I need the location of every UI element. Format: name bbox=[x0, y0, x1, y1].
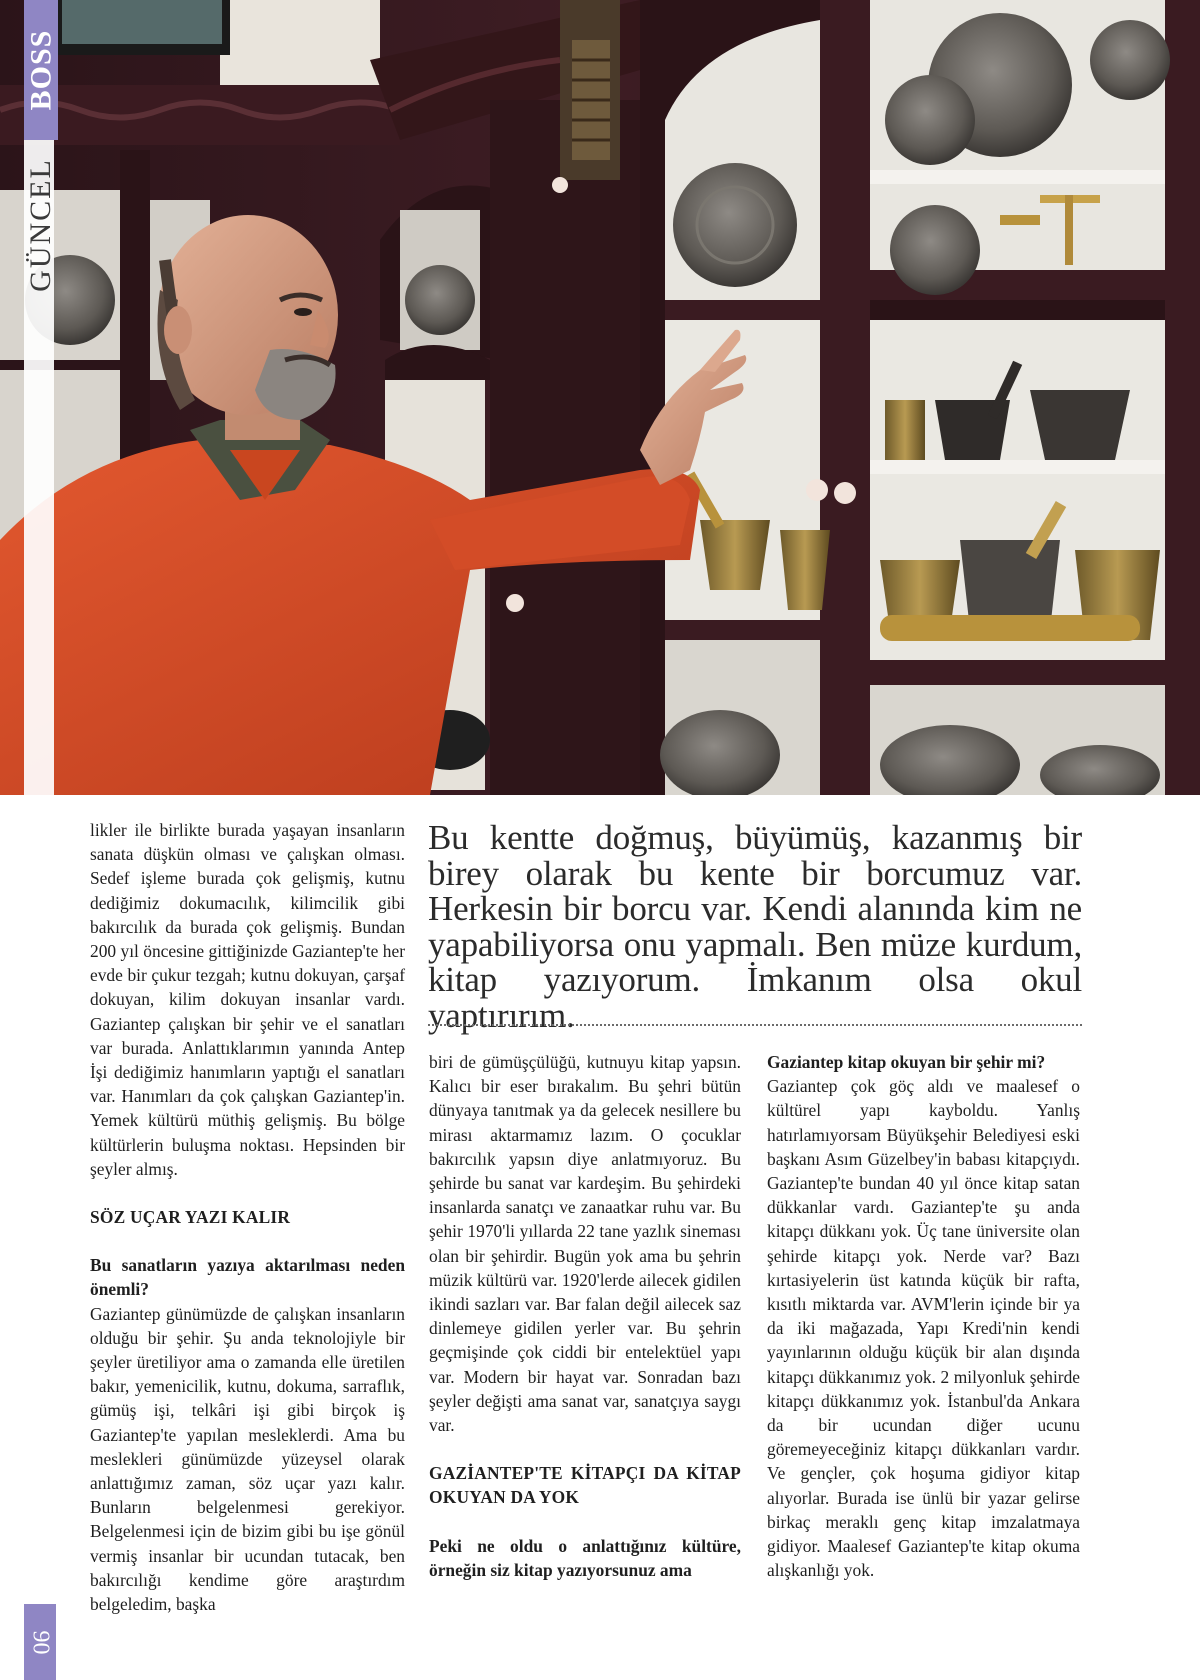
museum-photo-illustration bbox=[0, 0, 1200, 795]
museum-photo bbox=[0, 0, 1200, 795]
interview-question-3: Gaziantep kitap okuyan bir şehir mi? bbox=[767, 1052, 1046, 1072]
section-heading-soz-ucar: SÖZ UÇAR YAZI KALIR bbox=[90, 1207, 291, 1228]
section-label bbox=[24, 150, 58, 300]
article-column-2 bbox=[429, 1050, 741, 1582]
pull-quote: Bu kentte doğmuş, büyümüş, kazanmış bir birey olarak bu kente bir borcumuz var. Herkesin bir borcu var. Kendi alanında kim ne yapabiliyorsa onu yapmalı. Ben müze kurdum, kitap yazıyorum. İmkanım olsa okul yaptırırım. bbox=[428, 818, 1082, 1035]
section-name: GÜNCEL bbox=[24, 158, 57, 292]
article-column-1 bbox=[90, 818, 405, 1616]
magazine-name: BOSS bbox=[24, 29, 57, 111]
article-column-3 bbox=[767, 1050, 1080, 1582]
magazine-tab bbox=[24, 0, 58, 140]
page-number: 90 bbox=[27, 1630, 54, 1654]
page-number-tab bbox=[24, 1604, 56, 1680]
section-heading-kitapci: GAZİANTEP'TE KİTAPÇI DA KİTAP OKUYAN DA YOK bbox=[429, 1463, 741, 1508]
column1-paragraph-1: likler ile birlikte burada yaşayan insanların sanata düşkün olması ve çalışkan olması. Sedef işleme burada çok gelişmiş, kutnu dediğimiz dokumacılık, kilimcilik gibi bakırcılık da burada çok gelişmiş. Bundan 200 yıl öncesine gittiğinizde Gaziantep'te her evde bir çukur tezgah; kutnu dokuyan, çarşaf dokuyan, kilim dokuyan insanlar vardı. Gaziantep çalışkan bir şehir ve el sanatları var burada. Anlattıklarımın yanında Antep İşi dediğimiz hanımların yaptığı el sanatları var. Hanımları da çok çalışkan Gaziantep'in. Yemek kültürü müthiş gelişmiş. Bu bölge kültürlerin buluşma noktası. Hepsinden bir şeyler almış. bbox=[90, 820, 405, 1179]
column3-paragraph-1: Gaziantep çok göç aldı ve maalesef o kültürel yapı kayboldu. Yanlış hatırlamıyorsam Büyükşehir Belediyesi eski başkanı Asım Güzelbey'in babası kitapçıydı. Gaziantep'te bundan 40 yıl önce kitap satan dükkanlar vardı. Gaziantep'te şu anda kitapçı dükkanı yok. Üç tane üniversite olan şehirde kitapçı yok. Nerde var? Bazı kırtasiyelerin üst katında küçük bir rafta, kısıtlı miktarda var. AVM'lerin içinde bir ya da iki mağazada, Yapı Kredi'nin kendi yayınlarının olduğu küçük bir alan dışında kitapçı dükkanımız yok. 2 milyonluk şehirde kitapçı dükkanımız yok. İstanbul'da Ankara da bir ucundan diğer ucunu göremeyeceğiniz kitapçı dükkanları vardır. Ve gençler, çok hoşuma gidiyor kitap alıyorlar. Burada ise ünlü bir yazar gelirse birkaç meraklı genç kitap imzalatmaya gidiyor. Maalesef Gaziantep'te kitap okuma alışkanlığı yok. bbox=[767, 1076, 1080, 1581]
column2-paragraph-1: biri de gümüşçülüğü, kutnuyu kitap yapsın. Kalıcı bir eser bırakalım. Bu şehri bütün dünyaya tanıtmak ya da gelecek nesillere bu mirası aktarmamız lazım. O çocuklar bakırcılık yapsın diye anlatmıyoruz. Bu şehirde bu sanat var kardeşim. Bu şehirdeki insanlarda sanatçı ve zanaatkar ruhu var. Bu şehir 1970'li yıllarda 22 tane yazlık sineması olan bir şehirdir. Bugün yok ama bu şehrin müzik kültürü var. 1920'lerde ailecek gidilen ikindi sazları var. Bar falan değil ailecek saz dinlemeye gidilen yerler var. Bu şehrin geçmişinde çok ciddi bir entelektüel yapı var. Modern bir hayat var. Sonradan bazı şeyler değişti ama sanat var, sanatçıya saygı var. bbox=[429, 1052, 741, 1436]
column1-paragraph-2: Gaziantep günümüzde de çalışkan insanların olduğu bir şehir. Şu anda teknolojiyle bir şeyler üretiliyor ama o zamanda elle üretilen bakır, yemenicilik, kutnu, dokuma, sarraflık, gümüş işi, telkâri işi gibi birçok iş Gaziantep'te yapılan mesleklerdi. Ama bu meslekleri günümüzde yüzeysel olarak anlattığımız zaman, söz uçar yazı kalır. Bunların belgelenmesi gerekiyor. Belgelenmesi için de bizim gibi bu işe gönül vermiş insanlar bir ucundan tutacak, ben bakırcılığı kendime göre araştırdım belgeledim, başka bbox=[90, 1303, 405, 1615]
interview-question-2: Peki ne oldu o anlattığınız kültüre, örneğin siz kitap yazıyorsunuz ama bbox=[429, 1535, 741, 1580]
interview-question-1: Bu sanatların yazıya aktarılması neden önemli? bbox=[90, 1255, 405, 1300]
dotted-divider bbox=[428, 1024, 1082, 1026]
